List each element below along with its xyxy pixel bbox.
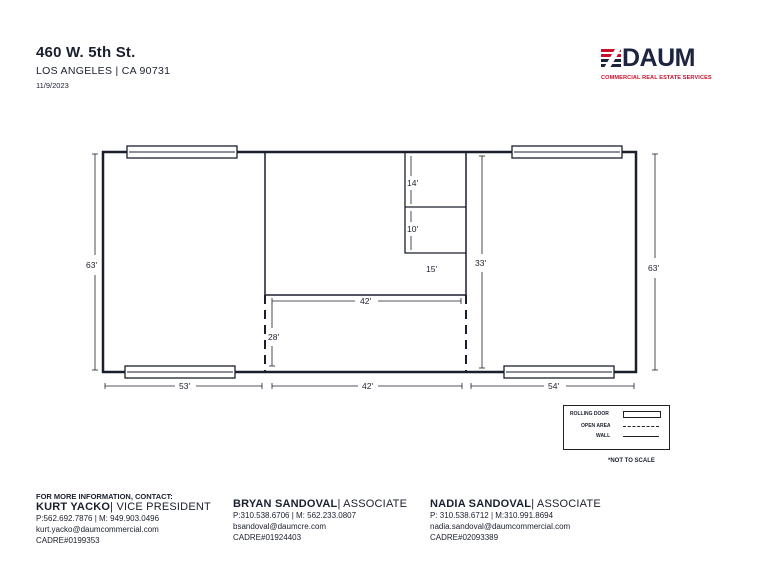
contact-nadia bbox=[430, 499, 601, 543]
dim-left-height: 63' bbox=[86, 260, 98, 270]
agent-phones: P:310.538.6706 | M: 562.233.0807 bbox=[233, 511, 357, 520]
property-city: LOS ANGELES | CA 90731 bbox=[36, 65, 171, 77]
logo-tagline: COMMERCIAL REAL ESTATE SERVICES bbox=[601, 75, 712, 81]
contact-bryan bbox=[233, 499, 407, 543]
not-to-scale-note: *NOT TO SCALE bbox=[608, 458, 655, 464]
legend-open-area-label: OPEN AREA bbox=[581, 423, 611, 429]
agent-name: NADIA SANDOVAL bbox=[430, 498, 532, 510]
legend-wall-label: WALL bbox=[596, 433, 611, 439]
agent-title: | ASSOCIATE bbox=[337, 498, 408, 510]
agent-title: | VICE PRESIDENT bbox=[110, 501, 211, 513]
legend-rolling-door-sample bbox=[623, 411, 661, 418]
legend-wall-sample bbox=[623, 436, 659, 437]
logo-wordmark: DAUM bbox=[622, 44, 695, 72]
agent-email[interactable]: kurt.yacko@daumcommercial.com bbox=[36, 525, 159, 534]
plan-legend bbox=[563, 405, 670, 450]
flyer-date: 11/9/2023 bbox=[36, 81, 69, 90]
dim-room-width: 15' bbox=[426, 264, 438, 274]
dim-bottom-mid: 42' bbox=[362, 381, 374, 391]
agent-license: CADRE#02093389 bbox=[430, 533, 499, 542]
dim-room-top: 14' bbox=[407, 178, 419, 188]
dim-room-second: 10' bbox=[407, 224, 419, 234]
agent-phones: P:562.692.7876 | M: 949.903.0496 bbox=[36, 514, 160, 523]
legend-open-area-sample bbox=[623, 426, 659, 427]
dim-open-height: 28' bbox=[268, 332, 280, 342]
agent-email[interactable]: bsandoval@daumcre.com bbox=[233, 522, 327, 531]
dim-office-width: 42' bbox=[360, 296, 372, 306]
agent-phones: P: 310.538.6712 | M:310.991.8694 bbox=[430, 511, 554, 520]
legend-rolling-door-label: ROLLING DOOR bbox=[570, 411, 609, 417]
agent-name: KURT YACKO bbox=[36, 501, 111, 513]
property-address: 460 W. 5th St. bbox=[36, 44, 136, 61]
dim-right-height: 63' bbox=[648, 263, 660, 273]
outer-wall bbox=[103, 152, 636, 372]
agent-license: CADRE#01924403 bbox=[233, 533, 302, 542]
dim-inner-height: 33' bbox=[475, 258, 487, 268]
contact-kurt bbox=[36, 491, 211, 546]
agent-license: CADRE#0199353 bbox=[36, 536, 100, 545]
dim-bottom-right: 54' bbox=[548, 381, 560, 391]
agent-title: | ASSOCIATE bbox=[531, 498, 601, 510]
contact-lead: FOR MORE INFORMATION, CONTACT: bbox=[36, 492, 173, 501]
room-wall-top bbox=[405, 152, 466, 253]
agent-name: BRYAN SANDOVAL bbox=[233, 498, 338, 510]
dim-bottom-left: 53' bbox=[179, 381, 191, 391]
agent-email[interactable]: nadia.sandoval@daumcommercial.com bbox=[430, 522, 571, 531]
